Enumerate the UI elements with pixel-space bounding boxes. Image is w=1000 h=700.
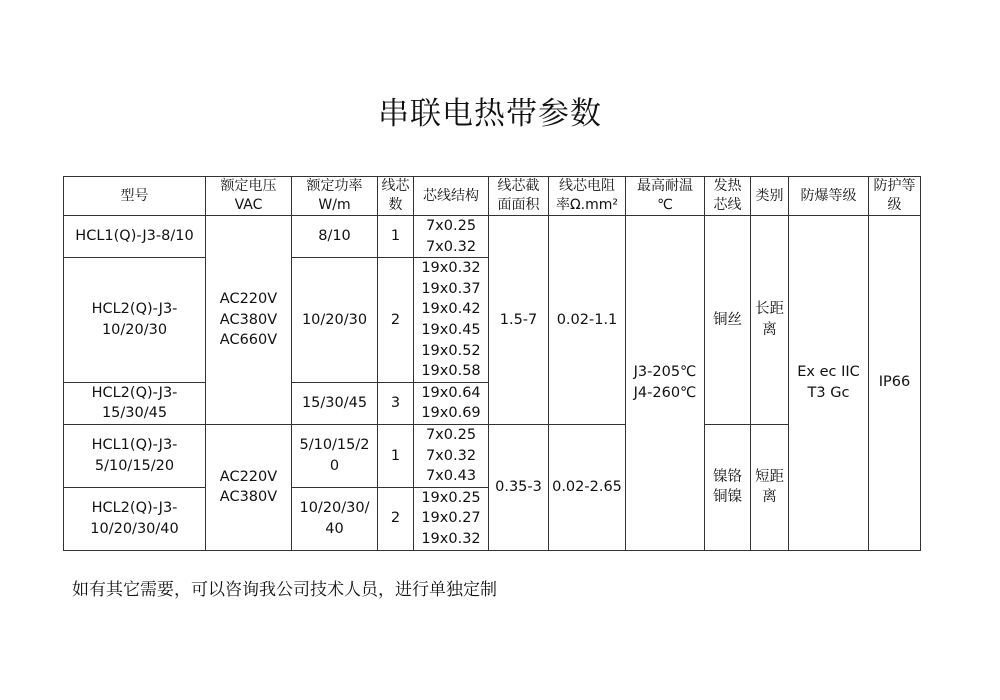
header-voltage: 额定电压 VAC xyxy=(206,177,292,216)
structure-cell: 7x0.25 7x0.32 xyxy=(414,216,489,258)
resistance-cell: 0.02-2.65 xyxy=(549,424,626,550)
model-cell: HCL1(Q)-J3-8/10 xyxy=(64,216,206,258)
header-model: 型号 xyxy=(64,177,206,216)
resistance-cell: 0.02-1.1 xyxy=(549,216,626,425)
header-category: 类别 xyxy=(751,177,789,216)
heating-wire-cell: 铜丝 xyxy=(705,216,751,425)
structure-cell: 19x0.25 19x0.27 19x0.32 xyxy=(414,487,489,550)
max-temp-cell: J3-205℃ J4-260℃ xyxy=(626,216,705,551)
power-cell: 10/20/30/ 40 xyxy=(292,487,378,550)
model-cell: HCL2(Q)-J3- 10/20/30/40 xyxy=(64,487,206,550)
ex-grade-cell: Ex ec IIC T3 Gc xyxy=(789,216,869,551)
model-cell: HCL2(Q)-J3- 15/30/45 xyxy=(64,382,206,424)
header-row xyxy=(64,177,921,216)
customization-note: 如有其它需要，可以咨询我公司技术人员，进行单独定制 xyxy=(72,580,497,600)
cores-cell: 2 xyxy=(378,487,414,550)
category-cell: 短距 离 xyxy=(751,424,789,550)
model-cell: HCL2(Q)-J3- 10/20/30 xyxy=(64,258,206,383)
power-cell: 5/10/15/2 0 xyxy=(292,424,378,487)
model-cell: HCL1(Q)-J3- 5/10/15/20 xyxy=(64,424,206,487)
structure-cell: 7x0.25 7x0.32 7x0.43 xyxy=(414,424,489,487)
header-cores: 线芯 数 xyxy=(378,177,414,216)
page-title: 串联电热带参数 xyxy=(378,96,602,132)
cores-cell: 2 xyxy=(378,258,414,383)
section-cell: 0.35-3 xyxy=(489,424,549,550)
cores-cell: 1 xyxy=(378,216,414,258)
voltage-cell: AC220V AC380V xyxy=(206,424,292,550)
structure-cell: 19x0.64 19x0.69 xyxy=(414,382,489,424)
section-cell: 1.5-7 xyxy=(489,216,549,425)
power-cell: 15/30/45 xyxy=(292,382,378,424)
header-max-temp: 最高耐温 ℃ xyxy=(626,177,705,216)
header-structure: 芯线结构 xyxy=(414,177,489,216)
category-cell: 长距 离 xyxy=(751,216,789,425)
power-cell: 8/10 xyxy=(292,216,378,258)
heating-wire-cell: 镍铬 铜镍 xyxy=(705,424,751,550)
parameter-table xyxy=(63,176,921,551)
voltage-cell: AC220V AC380V AC660V xyxy=(206,216,292,425)
structure-cell: 19x0.32 19x0.37 19x0.42 19x0.45 19x0.52 19x0.58 xyxy=(414,258,489,383)
header-ip-grade: 防护等 级 xyxy=(869,177,921,216)
header-ex-grade: 防爆等级 xyxy=(789,177,869,216)
cores-cell: 1 xyxy=(378,424,414,487)
cores-cell: 3 xyxy=(378,382,414,424)
ip-grade-cell: IP66 xyxy=(869,216,921,551)
header-heating-wire: 发热 芯线 xyxy=(705,177,751,216)
header-resistance: 线芯电阻 率Ω.mm² xyxy=(549,177,626,216)
header-power: 额定功率 W/m xyxy=(292,177,378,216)
table-row xyxy=(64,216,921,258)
power-cell: 10/20/30 xyxy=(292,258,378,383)
header-section: 线芯截 面面积 xyxy=(489,177,549,216)
